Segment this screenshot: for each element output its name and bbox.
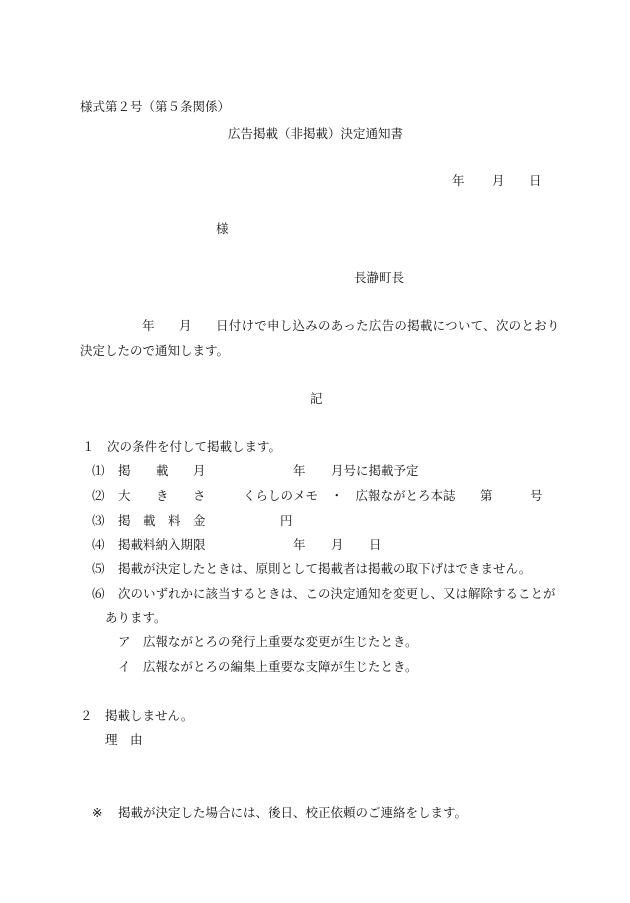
ki-marker: 記	[310, 391, 323, 406]
item-4-month: 月	[331, 537, 344, 552]
item-3	[0, 513, 630, 529]
section-2-heading: ２ 掲載しません。	[80, 708, 194, 723]
reason-label-char: 由	[130, 732, 143, 747]
sub-item-i-text: 広報ながとろの編集上重要な支障が生じたとき。	[143, 659, 418, 674]
item-5-number: ⑸	[92, 561, 105, 576]
item-6-line-2: あります。	[105, 610, 167, 625]
item-5	[0, 561, 630, 577]
note-text: 掲載が決定した場合には、後日、校正依頼のご連絡をします。	[118, 805, 468, 820]
item-3-label-char: 掲	[118, 513, 131, 528]
item-4-label: 掲載料納入期限	[118, 537, 206, 552]
item-2-text: くらしのメモ ・ 広報ながとろ本誌	[243, 488, 456, 503]
intro-year: 年	[142, 318, 155, 333]
item-2-number: ⑵	[92, 488, 105, 503]
reason-label	[0, 732, 630, 748]
item-4-year: 年	[293, 537, 306, 552]
sub-item-a-text: 広報ながとろの発行上重要な変更が生じたとき。	[143, 634, 418, 649]
document-title: 広告掲載（非掲載）決定通知書	[228, 126, 404, 141]
sub-item-a-mark: ア	[118, 634, 131, 649]
intro-text: 日付けで申し込みのあった広告の掲載について、次のとおり	[216, 318, 560, 333]
sub-item-a	[0, 634, 630, 650]
sub-item-i-mark: イ	[118, 659, 131, 674]
item-2-label-char: き	[156, 488, 169, 503]
item-2-label-char: 大	[118, 488, 131, 503]
item-5-text: 掲載が決定したときは、原則として掲載者は掲載の取下げはできません。	[118, 561, 532, 576]
note-mark: ※	[92, 805, 103, 820]
item-2-dai: 第	[480, 488, 493, 503]
sender: 長瀞町長	[354, 270, 405, 285]
date-month: 月	[492, 173, 505, 188]
reason-label-char: 理	[105, 732, 118, 747]
date-year: 年	[452, 173, 465, 188]
item-1-label-char: 月	[193, 463, 206, 478]
item-3-label-char: 載	[143, 513, 156, 528]
addressee-suffix: 様	[216, 221, 229, 236]
sub-item-i	[0, 659, 630, 675]
item-6-line-1: 次のいずれかに該当するときは、この決定通知を変更し、又は解除することが	[118, 586, 556, 601]
item-1-number: ⑴	[92, 463, 105, 478]
note	[0, 805, 630, 821]
item-4	[0, 537, 630, 553]
item-6-number: ⑹	[92, 586, 105, 601]
date-day: 日	[529, 173, 542, 188]
section-1-heading: １ 次の条件を付して掲載します。	[82, 439, 282, 454]
intro-month: 月	[179, 318, 192, 333]
item-1-label-char: 載	[156, 463, 169, 478]
item-6	[0, 586, 630, 602]
item-4-number: ⑷	[92, 537, 105, 552]
item-3-number: ⑶	[92, 513, 105, 528]
date-line	[0, 173, 630, 189]
item-2-label-char: さ	[193, 488, 206, 503]
item-1-label-char: 掲	[118, 463, 131, 478]
intro-line-2: 決定したので通知します。	[80, 343, 230, 358]
item-1-rest: 月号に掲載予定	[331, 463, 419, 478]
item-2	[0, 488, 630, 504]
item-3-label-char: 料	[168, 513, 181, 528]
intro-line-1	[0, 318, 630, 334]
item-1-year: 年	[293, 463, 306, 478]
item-3-label-char: 金	[193, 513, 206, 528]
item-1	[0, 463, 630, 479]
item-3-yen: 円	[280, 513, 293, 528]
form-number: 様式第２号（第５条関係）	[80, 99, 231, 114]
item-2-go: 号	[530, 488, 543, 503]
item-4-day: 日	[369, 537, 382, 552]
